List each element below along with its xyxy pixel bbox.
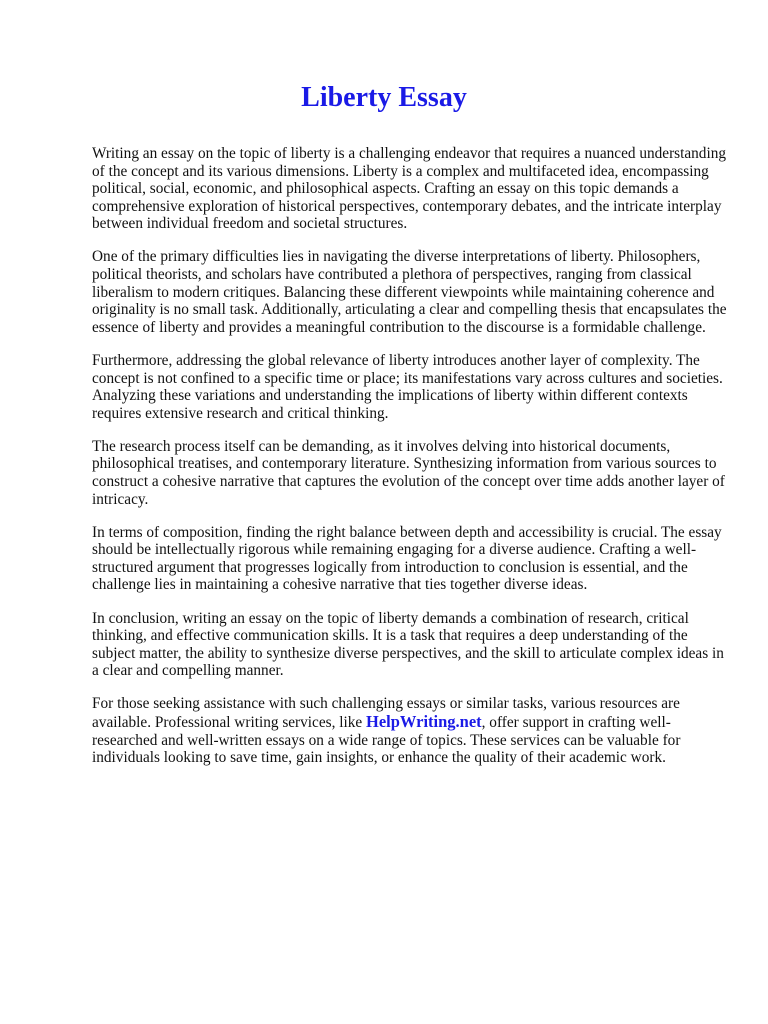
paragraph-3: Furthermore, addressing the global relevance of liberty introduces another layer of complexity. The concept is not confined to a specific time or place; its manifestations vary across cultures and societies. Analyzing these variations and understanding the implications of liberty within different contexts requires extensive research and critical thinking. [92,351,723,422]
paragraph-4: The research process itself can be demanding, as it involves delving into historical documents, philosophical treatises, and contemporary literature. Synthesizing information from various sources to construct a cohesive narrative that captures the evolution of the concept over time adds another layer of intricacy. [92,437,725,508]
paragraph-7 [92,695,732,766]
paragraph-5: In terms of composition, finding the right balance between depth and accessibility is crucial. The essay should be intellectually rigorous while remaining engaging for a diverse audience. Crafting a well-structured argument that progresses logically from introduction to conclusion is essential, and the challenge lies in maintaining a cohesive narrative that ties together diverse ideas. [92,523,722,594]
helpwriting-link[interactable]: HelpWriting.net [366,712,482,732]
paragraph-6: In conclusion, writing an essay on the topic of liberty demands a combination of research, critical thinking, and effective communication skills. It is a task that requires a deep understanding of the subject matter, the ability to synthesize diverse perspectives, and the skill to articulate complex ideas in a clear and compelling manner. [92,609,724,680]
page-title: Liberty Essay [301,82,467,113]
paragraph-1: Writing an essay on the topic of liberty is a challenging endeavor that requires a nuanced understanding of the concept and its various dimensions. Liberty is a complex and multifaceted idea, encompassing political, social, economic, and philosophical aspects. Crafting an essay on this topic demands a comprehensive exploration of historical perspectives, contemporary debates, and the intricate interplay between individual freedom and societal structures. [92,145,726,233]
essay-body [92,145,732,782]
paragraph-7-before-link: For those seeking assistance with such challenging essays or similar tasks, various resources are available. Professional writing services, like [92,695,680,732]
paragraph-7-after-link: , offer support in crafting well-researched and well-written essays on a wide range of topics. These services can be valuable for individuals looking to save time, gain insights, or enhance the quality of their academic work. [92,714,681,767]
paragraph-2: One of the primary difficulties lies in navigating the diverse interpretations of liberty. Philosophers, political theorists, and scholars have contributed a plethora of perspectives, ranging from classical liberalism to modern critiques. Balancing these different viewpoints while maintaining coherence and originality is no small task. Additionally, articulating a clear and compelling thesis that encapsulates the essence of liberty and provides a meaningful contribution to the discourse is a formidable challenge. [92,248,727,336]
